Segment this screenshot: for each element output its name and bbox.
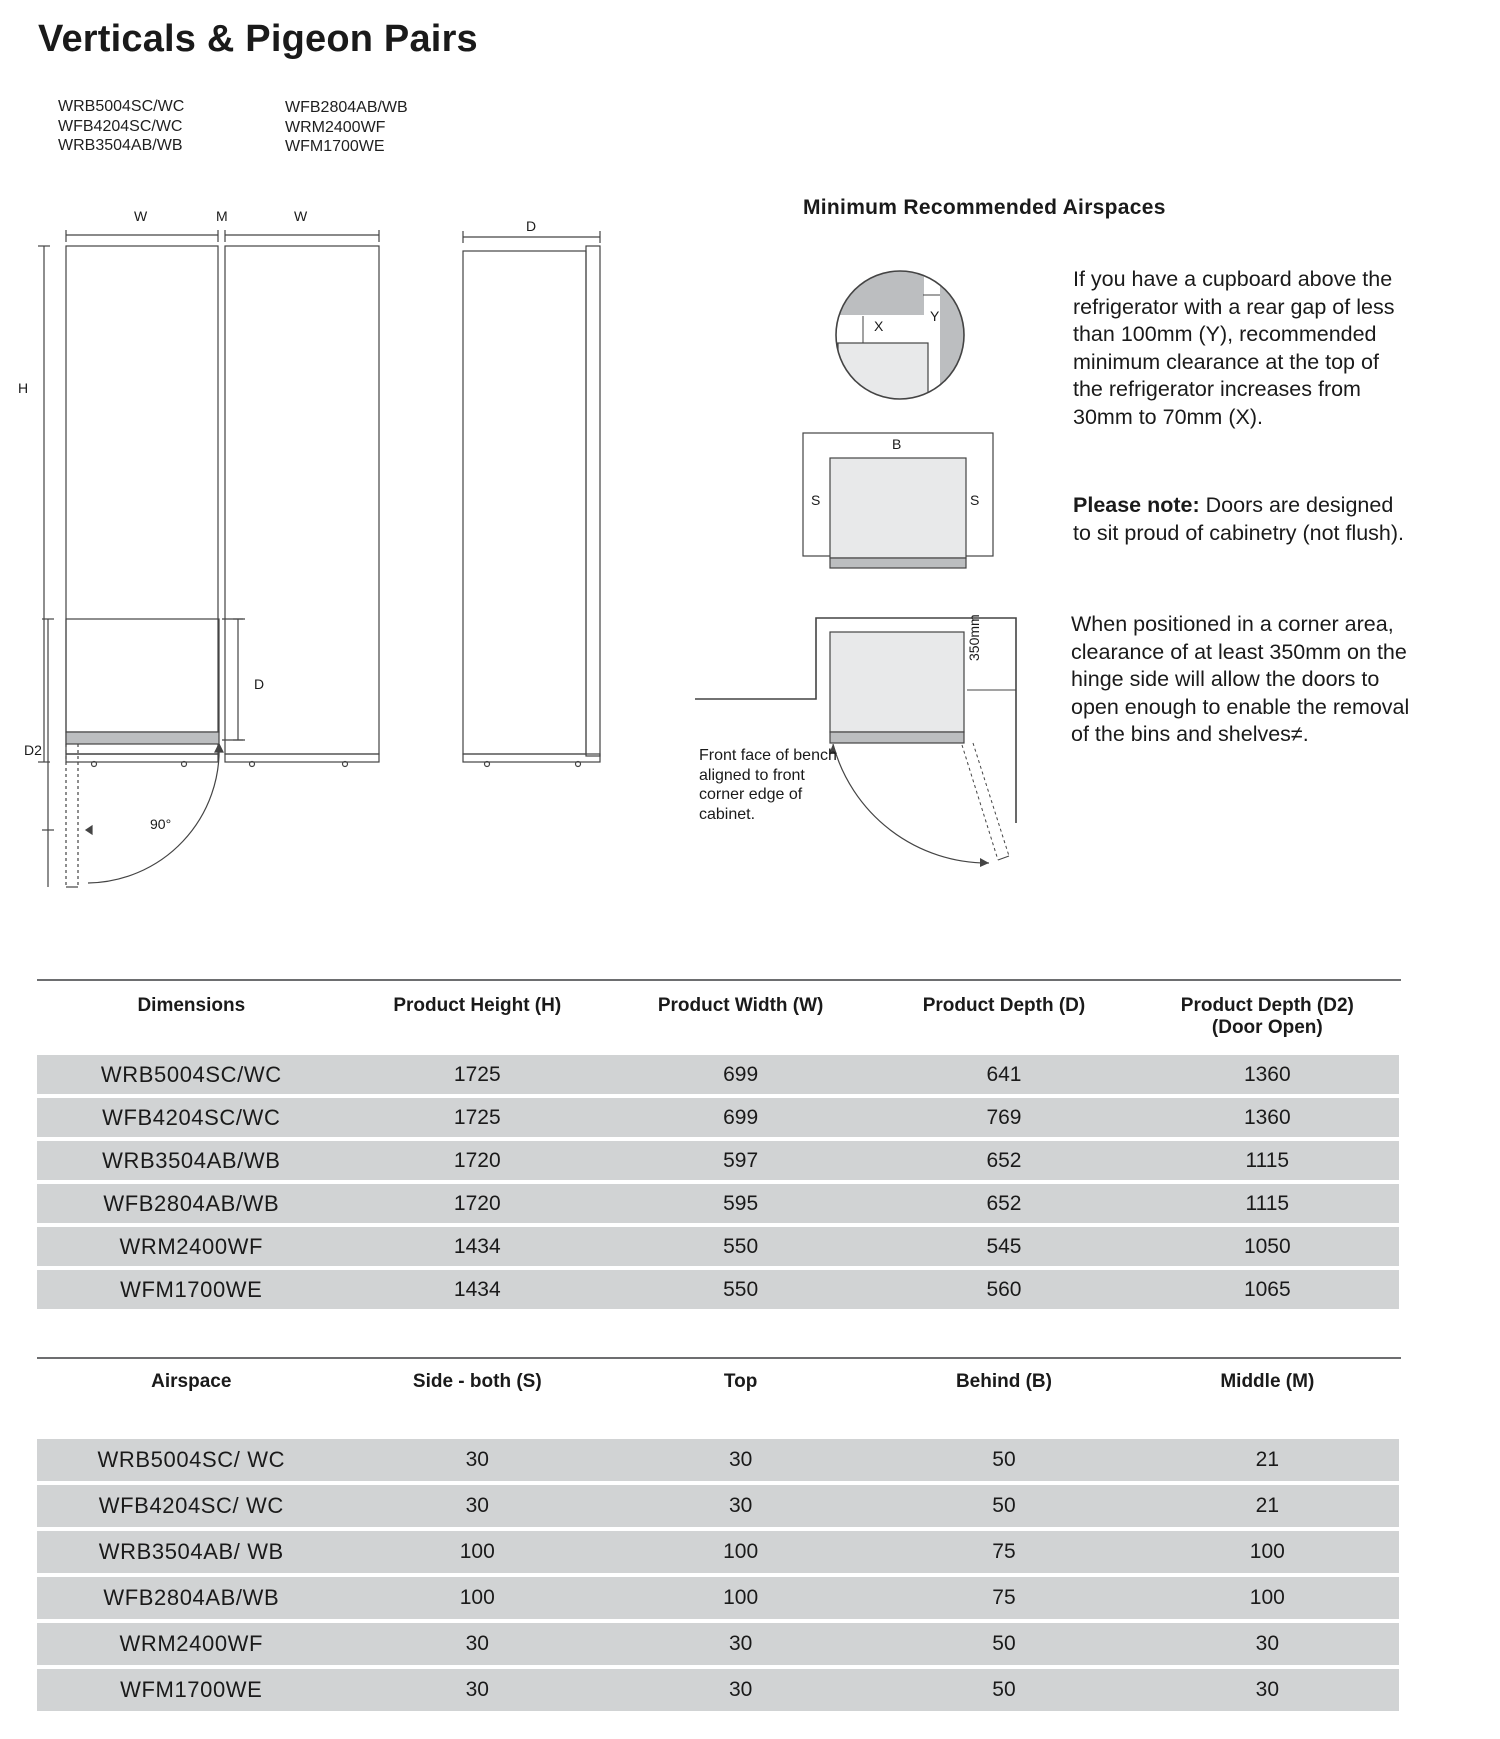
cell: 100 bbox=[609, 1577, 872, 1619]
table-row bbox=[37, 1227, 1399, 1266]
cell: WFB2804AB/WB bbox=[37, 1577, 346, 1619]
label-d2: D2 bbox=[24, 742, 42, 758]
header-cell: Airspace bbox=[151, 1371, 232, 1392]
table-header-row bbox=[37, 1367, 1399, 1435]
table-row bbox=[37, 1098, 1399, 1137]
cell: 1360 bbox=[1136, 1098, 1399, 1137]
label-s-left: S bbox=[811, 492, 821, 508]
cell: 1065 bbox=[1136, 1270, 1399, 1309]
header-cell: Dimensions bbox=[137, 995, 246, 1016]
cell: 1720 bbox=[346, 1141, 609, 1180]
table-row bbox=[37, 1055, 1399, 1094]
table-row bbox=[37, 1184, 1399, 1223]
cell: 50 bbox=[872, 1623, 1135, 1665]
cell: 769 bbox=[872, 1098, 1135, 1137]
cell: 545 bbox=[872, 1227, 1135, 1266]
unit-side bbox=[463, 251, 586, 754]
model-name: WRB3504AB/WB bbox=[58, 137, 183, 154]
cell: 1115 bbox=[1136, 1184, 1399, 1223]
cell: 699 bbox=[609, 1055, 872, 1094]
table-row bbox=[37, 1485, 1399, 1527]
cell: 550 bbox=[609, 1270, 872, 1309]
page-title: Verticals & Pigeon Pairs bbox=[38, 18, 478, 60]
cell: 50 bbox=[872, 1669, 1135, 1711]
cell: 560 bbox=[872, 1270, 1135, 1309]
cell: WFB2804AB/WB bbox=[37, 1184, 346, 1223]
cell: 1720 bbox=[346, 1184, 609, 1223]
table-row bbox=[37, 1577, 1399, 1619]
airspace-note-top: If you have a cupboard above the refrigerator with a rear gap of less than 100mm (Y), recommended minimum clearance at the top of the refrigerator increases from 30mm to 70mm (X). bbox=[1073, 267, 1395, 429]
cell: WFM1700WE bbox=[37, 1669, 346, 1711]
header-cell: Product Height (H) bbox=[393, 995, 562, 1016]
header-cell: Product Depth (D2) (Door Open) bbox=[1180, 995, 1354, 1038]
cell: 1434 bbox=[346, 1227, 609, 1266]
cell: 597 bbox=[609, 1141, 872, 1180]
note-text: Doors are designed to sit proud of cabinetry (not flush). bbox=[1073, 493, 1405, 545]
cell: 699 bbox=[609, 1098, 872, 1137]
cell: 30 bbox=[346, 1623, 609, 1665]
cell: 75 bbox=[872, 1577, 1135, 1619]
cell: 30 bbox=[609, 1485, 872, 1527]
cell: WRB5004SC/WC bbox=[37, 1055, 346, 1094]
cell: 30 bbox=[346, 1669, 609, 1711]
cell: 1725 bbox=[346, 1055, 609, 1094]
cell: 1725 bbox=[346, 1098, 609, 1137]
label-d-top: D bbox=[254, 676, 265, 692]
table-row bbox=[37, 1531, 1399, 1573]
cell: 50 bbox=[872, 1439, 1135, 1481]
cell: 652 bbox=[872, 1141, 1135, 1180]
cell: 21 bbox=[1136, 1439, 1399, 1481]
cell: 21 bbox=[1136, 1485, 1399, 1527]
cell: 100 bbox=[346, 1531, 609, 1573]
table-row bbox=[37, 1623, 1399, 1665]
airspaces-title: Minimum Recommended Airspaces bbox=[803, 196, 1166, 219]
table-row bbox=[37, 1669, 1399, 1711]
cell: 1360 bbox=[1136, 1055, 1399, 1094]
airspace-note-please bbox=[1073, 492, 1413, 547]
table-row bbox=[37, 1141, 1399, 1180]
cell: 75 bbox=[872, 1531, 1135, 1573]
table-header-row bbox=[37, 989, 1399, 1051]
label-x: X bbox=[874, 318, 884, 334]
header-cell: Middle (M) bbox=[1220, 1371, 1315, 1392]
label-d-side: D bbox=[526, 218, 537, 234]
cell: WRM2400WF bbox=[37, 1623, 346, 1665]
label-m: M bbox=[216, 208, 228, 224]
label-w-right: W bbox=[294, 208, 308, 224]
cell: WFB4204SC/WC bbox=[37, 1098, 346, 1137]
cell: WRB3504AB/ WB bbox=[37, 1531, 346, 1573]
label-w-left: W bbox=[134, 208, 148, 224]
cell: 641 bbox=[872, 1055, 1135, 1094]
cell: 652 bbox=[872, 1184, 1135, 1223]
note-label: Please note: bbox=[1073, 493, 1200, 517]
model-name: WFB4204SC/WC bbox=[58, 117, 183, 135]
model-name: WRB5004SC/WC bbox=[58, 98, 185, 115]
table-rule bbox=[37, 979, 1401, 981]
cell: WFM1700WE bbox=[37, 1270, 346, 1309]
label-s-right: S bbox=[970, 492, 980, 508]
front-face-note: Front face of bench aligned to front corner edge of cabinet. bbox=[699, 747, 837, 823]
label-350mm: 350mm bbox=[966, 614, 982, 661]
model-list-left bbox=[58, 97, 184, 156]
label-h: H bbox=[18, 380, 29, 396]
model-name: WFB2804AB/WB bbox=[285, 99, 408, 116]
header-cell: Product Depth (D) bbox=[922, 995, 1086, 1016]
cell: WRB3504AB/WB bbox=[37, 1141, 346, 1180]
cell: 30 bbox=[346, 1439, 609, 1481]
model-name: WRM2400WF bbox=[285, 118, 386, 136]
cell: 1434 bbox=[346, 1270, 609, 1309]
label-angle: 90° bbox=[150, 816, 172, 832]
top-view-drawing bbox=[0, 600, 280, 900]
label-b: B bbox=[892, 436, 902, 452]
cell: 30 bbox=[1136, 1669, 1399, 1711]
cell: 30 bbox=[609, 1669, 872, 1711]
cell: 100 bbox=[1136, 1577, 1399, 1619]
cell: 30 bbox=[609, 1439, 872, 1481]
cell: 550 bbox=[609, 1227, 872, 1266]
cell: 100 bbox=[609, 1531, 872, 1573]
model-list-right bbox=[285, 98, 408, 157]
label-y: Y bbox=[930, 308, 940, 324]
header-cell: Top bbox=[723, 1371, 758, 1392]
dimensions-table bbox=[37, 985, 1399, 1313]
table-rule bbox=[37, 1357, 1401, 1359]
cell: 595 bbox=[609, 1184, 872, 1223]
cell: WRB5004SC/ WC bbox=[37, 1439, 346, 1481]
cell: 1115 bbox=[1136, 1141, 1399, 1180]
header-cell: Behind (B) bbox=[955, 1371, 1052, 1392]
model-name: WFM1700WE bbox=[285, 138, 385, 155]
cell: 100 bbox=[1136, 1531, 1399, 1573]
table-row bbox=[37, 1270, 1399, 1309]
cell: WFB4204SC/ WC bbox=[37, 1485, 346, 1527]
cell: 30 bbox=[609, 1623, 872, 1665]
cell: 50 bbox=[872, 1485, 1135, 1527]
header-cell: Side - both (S) bbox=[412, 1371, 542, 1392]
cell: WRM2400WF bbox=[37, 1227, 346, 1266]
airspace-note-corner: When positioned in a corner area, clearance of at least 350mm on the hinge side will allow the doors to open enough to enable the removal of the bins and shelves≠. bbox=[1071, 612, 1410, 746]
airspace-table bbox=[37, 1363, 1399, 1715]
cell: 100 bbox=[346, 1577, 609, 1619]
unit-top bbox=[66, 619, 219, 732]
cell: 30 bbox=[1136, 1623, 1399, 1665]
cell: 30 bbox=[346, 1485, 609, 1527]
header-cell: Product Width (W) bbox=[657, 995, 824, 1016]
cell: 1050 bbox=[1136, 1227, 1399, 1266]
table-row bbox=[37, 1439, 1399, 1481]
